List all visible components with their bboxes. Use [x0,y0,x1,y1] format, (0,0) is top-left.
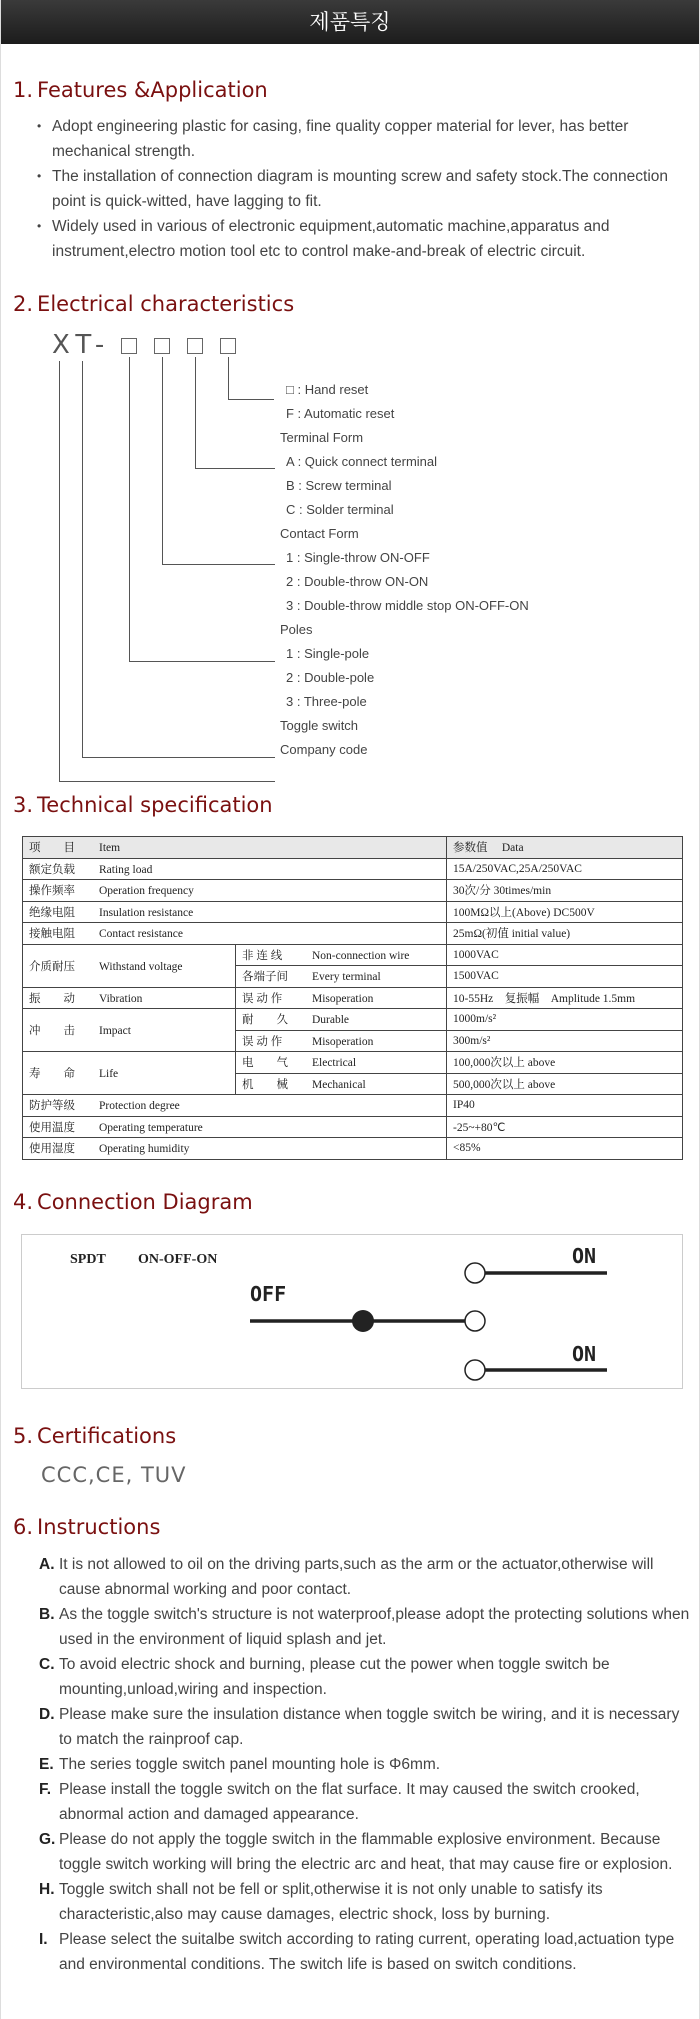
item-letter: I. [39,1931,48,1948]
sub-label-en: Mechanical [312,1078,366,1091]
row-value: 500,000次以上 above [447,1073,683,1095]
leader-line [228,357,229,399]
sub-label-en: Misoperation [312,1035,374,1048]
label-contact-1: 1 : Single-throw ON-OFF [286,550,430,565]
sub-label-cn: 电 气 [242,1057,288,1070]
leader-line [59,361,60,781]
header-item-cn: 项 目 [29,842,75,855]
section-title-text: Features &Application [37,78,268,102]
section-number: 2. [13,292,34,316]
table-row [23,1138,683,1160]
switch-schematic [22,1235,682,1388]
table-row [23,1095,683,1117]
label-contact-3: 3 : Double-throw middle stop ON-OFF-ON [286,598,529,613]
label-company-code: Company code [280,742,368,757]
sub-label-cn: 非 连 线 [242,949,283,962]
table-row [23,1009,683,1031]
item-text: Please make sure the insulation distance when toggle switch be wiring, and it is necessary to match the rainproof cap. [59,1706,680,1748]
item-letter: C. [39,1656,55,1673]
list-item [39,1552,693,1602]
item-letter: B. [39,1606,55,1623]
off-label: OFF [250,1282,287,1306]
label-pole-1: 1 : Single-pole [286,646,370,661]
row-label-en: Operating humidity [99,1143,190,1156]
section-number: 3. [13,793,34,817]
leader-line [82,361,83,757]
item-text: Toggle switch shall not be fell or split,otherwise it is not only unable to satisfy its characteristic,also may cause damages, electric shock, loss by burning. [59,1881,603,1923]
features-list [35,114,675,264]
leader-line [228,399,274,400]
item-text: Please install the toggle switch on the flat surface. It may caused the switch crooked, abnormal action and damaged appearance. [59,1781,640,1823]
row-label-en: Withstand voltage [99,960,183,973]
sub-label-en: Non-connection wire [312,949,410,962]
row-label-en: Impact [99,1025,131,1037]
label-pole-2: 2 : Double-pole [286,670,375,685]
row-value: -25~+80℃ [447,1116,683,1138]
leader-line [129,661,275,662]
connection-diagram [21,1234,683,1389]
sub-label-cn: 各端子间 [242,971,288,984]
row-label-cn: 额定负载 [29,863,75,876]
sub-label-cn: 耐 久 [242,1014,288,1027]
section-title-text: Instructions [37,1515,161,1539]
switch-type-label: SPDT [70,1252,106,1267]
table-header-row [23,837,683,859]
section-title-instructions [13,1515,160,1539]
list-item [39,1702,693,1752]
row-label-cn: 防护等级 [29,1100,75,1113]
row-label-cn: 接触电阻 [29,928,75,941]
sub-label-en: Every terminal [312,971,381,984]
row-label-en: Life [99,1068,119,1080]
leader-line [82,757,275,758]
label-contact-form: Contact Form [280,526,359,541]
list-item [39,1927,693,1977]
section-number: 6. [13,1515,34,1539]
leader-line [162,357,163,564]
label-terminal-form: Terminal Form [280,430,364,445]
row-label-en: Operating temperature [99,1121,203,1134]
row-label-en: Contact resistance [99,928,183,941]
list-item [39,1827,693,1877]
page-banner: 제품특징 [1,0,699,44]
header-value-en: Data [501,842,524,855]
list-item [39,1752,693,1777]
terminal-middle [465,1311,485,1331]
section-title-certifications [13,1424,176,1448]
label-terminal-a: A : Quick connect terminal [286,454,438,469]
row-value: 1000m/s² [447,1009,683,1031]
item-text: To avoid electric shock and burning, please cut the power when toggle switch be mounting,unload,wiring and inspection. [59,1656,610,1698]
row-value: 1000VAC [447,944,683,966]
row-value: 100,000次以上 above [447,1052,683,1074]
row-label-cn: 寿 命 [29,1068,75,1080]
spec-table [22,836,683,1160]
section-number: 1. [13,78,34,102]
section-number: 5. [13,1424,34,1448]
row-value: 10-55Hz 复振幅 Amplitude 1.5mm [447,987,683,1009]
row-label-cn: 使用温度 [29,1121,75,1134]
section-title-technical [13,793,273,817]
row-value: 100MΩ以上(Above) DC500V [447,901,683,923]
label-terminal-b: B : Screw terminal [286,478,392,493]
row-value: 300m/s² [447,1030,683,1052]
label-terminal-c: C : Solder terminal [286,502,394,517]
sub-label-cn: 误 动 作 [242,992,283,1005]
table-row [23,923,683,945]
leader-line [195,357,196,468]
table-row [23,1116,683,1138]
code-slot-box [187,338,203,354]
item-letter: A. [39,1556,55,1573]
list-item [39,1877,693,1927]
row-label-cn: 操作频率 [29,885,75,898]
row-value: IP40 [447,1095,683,1117]
label-auto-reset: F : Automatic reset [286,406,395,421]
row-value: 15A/250VAC,25A/250VAC [447,858,683,880]
sub-label-en: Durable [312,1014,350,1027]
leader-line [195,468,275,469]
code-slot-box [220,338,236,354]
row-label-en: Vibration [99,992,143,1005]
row-label-en: Protection degree [99,1100,180,1113]
row-value: 25mΩ(初值 initial value) [447,923,683,945]
leader-line [129,357,130,661]
on-label-bottom: ON [572,1342,597,1366]
row-label-cn: 冲 击 [29,1025,75,1037]
section-title-text: Certifications [37,1424,177,1448]
table-row [23,944,683,966]
section-title-electrical [13,292,294,316]
leader-line [59,781,275,782]
sub-label-cn: 误 动 作 [242,1035,283,1048]
list-item: • The installation of connection diagram is mounting screw and safety stock.The connection point is quick-witted, have lagging to fit. [35,164,675,214]
item-text: The series toggle switch panel mounting hole is Φ6mm. [59,1756,441,1773]
section-title-text: Connection Diagram [37,1190,253,1214]
item-letter: H. [39,1881,55,1898]
leader-line [162,564,275,565]
instructions-list [39,1552,693,1977]
row-label-en: Operation frequency [99,885,194,898]
table-row [23,858,683,880]
row-label-en: Insulation resistance [99,906,194,919]
model-code-diagram [1,330,700,770]
label-poles: Poles [280,622,313,637]
list-item: • Adopt engineering plastic for casing, fine quality copper material for lever, has better mechanical strength. [35,114,675,164]
code-slot-box [154,338,170,354]
row-label-en: Rating load [99,863,153,876]
label-pole-3: 3 : Three-pole [286,694,367,709]
row-label-cn: 介质耐压 [29,960,75,973]
model-code-prefix: XT- [52,330,111,360]
label-contact-2: 2 : Double-throw ON-ON [286,574,429,589]
sub-label-en: Misoperation [312,992,374,1005]
list-item [39,1777,693,1827]
item-letter: F. [39,1781,52,1798]
sub-label-en: Electrical [312,1057,357,1070]
list-item [39,1652,693,1702]
sub-label-cn: 机 械 [242,1078,288,1091]
header-item-en: Item [99,842,121,855]
section-number: 4. [13,1190,34,1214]
row-value: 30次/分 30times/min [447,880,683,902]
row-value: 1500VAC [447,966,683,988]
terminal-bottom [465,1360,485,1380]
on-label-top: ON [572,1244,597,1268]
switch-mode-label: ON-OFF-ON [138,1252,218,1267]
pivot-dot [352,1310,374,1332]
item-text: As the toggle switch's structure is not waterproof,please adopt the protecting solutions when used in the environment of liquid splash and jet. [59,1606,690,1648]
section-title-connection [13,1190,253,1214]
row-label-cn: 振 动 [29,992,75,1005]
row-label-cn: 使用湿度 [29,1143,75,1156]
header-value-cn: 参数值 [453,842,488,855]
row-label-cn: 绝缘电阻 [29,906,75,919]
table-row [23,880,683,902]
item-text: It is not allowed to oil on the driving parts,such as the arm or the actuator,otherwise will cause abnormal working and poor contact. [59,1556,654,1598]
code-slot-box [121,338,137,354]
list-item [39,1602,693,1652]
section-title-text: Technical specification [37,793,273,817]
table-row [23,987,683,1009]
item-letter: D. [39,1706,55,1723]
label-toggle-switch: Toggle switch [280,718,359,733]
table-row [23,1052,683,1074]
list-item: • Widely used in various of electronic equipment,automatic machine,apparatus and instrument,electro motion tool etc to control make-and-break of electric circuit. [35,214,675,264]
item-letter: G. [39,1831,56,1848]
certifications-value: CCC,CE, TUV [41,1463,187,1487]
item-letter: E. [39,1756,54,1773]
terminal-top [465,1263,485,1283]
section-title-text: Electrical characteristics [37,292,295,316]
table-row [23,901,683,923]
section-title-features [13,78,268,102]
label-hand-reset: □ : Hand reset [286,382,369,397]
item-text: Please do not apply the toggle switch in the flammable explosive environment. Because toggle switch working will bring the electric arc and heat, that may cause fire or explosion. [59,1831,673,1873]
row-value: <85% [447,1138,683,1160]
item-text: Please select the suitalbe switch according to rating current, operating load,actuation type and environmental conditions. The switch life is based on switch conditions. [59,1931,675,1973]
